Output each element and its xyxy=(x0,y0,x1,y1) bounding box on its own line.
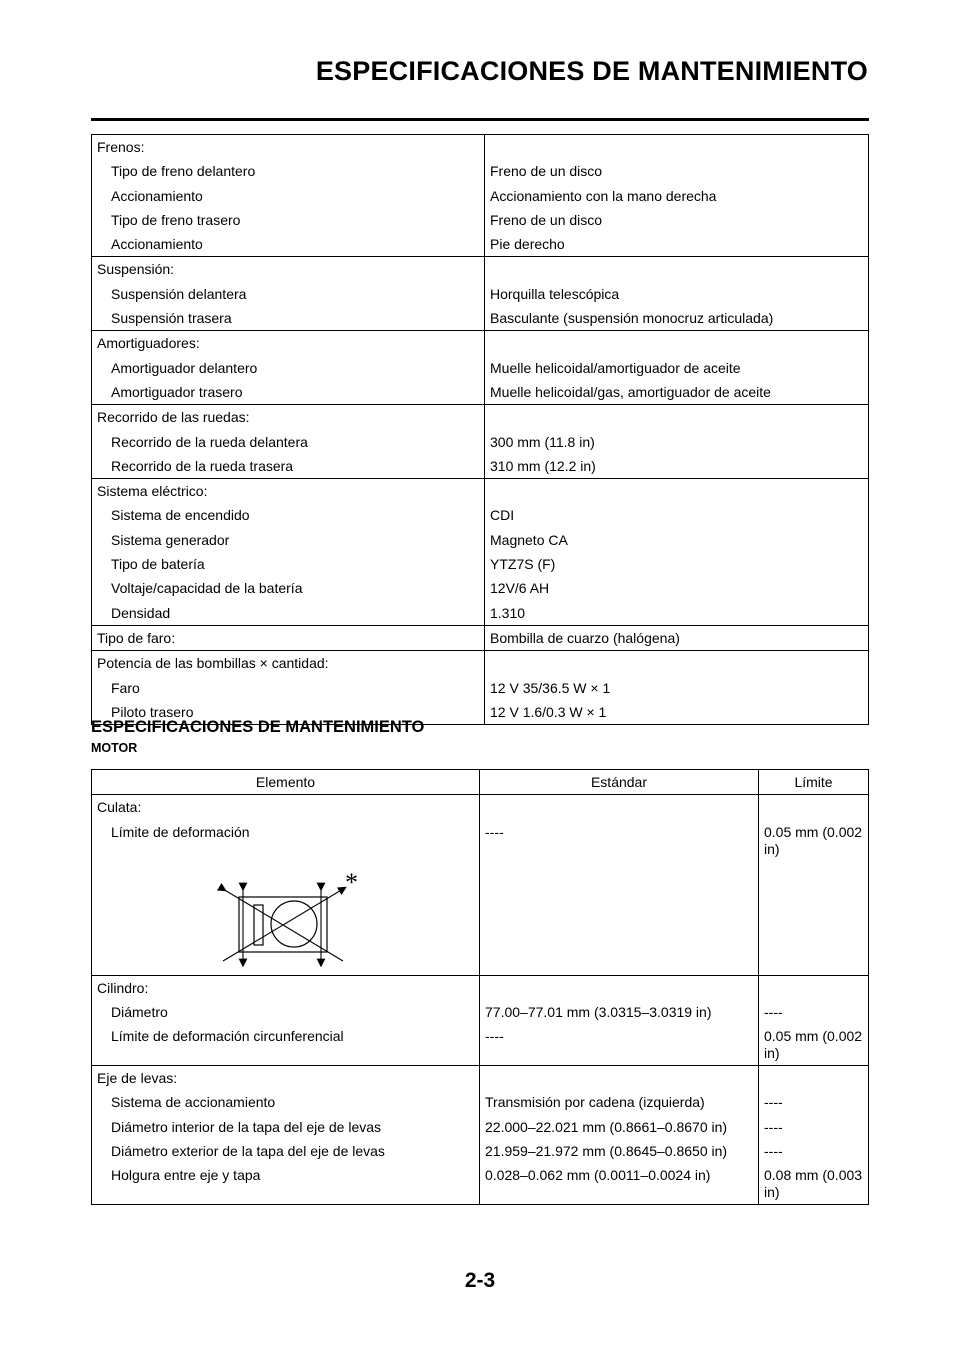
table-row xyxy=(92,257,869,331)
table-row xyxy=(92,795,869,975)
row-limit: 0.05 mm (0.002 in) xyxy=(764,823,863,857)
row-label: Densidad xyxy=(111,604,171,621)
table-row xyxy=(92,651,869,725)
culata-standard xyxy=(480,795,759,975)
cylinder-head-warpage-diagram xyxy=(215,869,365,967)
row-label: Recorrido de la rueda delantera xyxy=(111,433,308,450)
row-value: 12V/6 AH xyxy=(490,580,550,597)
table-row xyxy=(92,405,869,479)
row-value: Freno de un disco xyxy=(490,163,603,180)
row-limit: ---- xyxy=(764,1003,783,1020)
row-label: Holgura entre eje y tapa xyxy=(111,1167,261,1184)
row-value: 310 mm (12.2 in) xyxy=(490,457,596,474)
row-standard: 77.00–77.01 mm (3.0315–3.0319 in) xyxy=(485,1003,712,1020)
row-value: Magneto CA xyxy=(490,531,568,548)
row-standard: 0.028–0.062 mm (0.0011–0.0024 in) xyxy=(485,1167,711,1184)
eje-labels xyxy=(92,1066,480,1205)
eje-standard xyxy=(480,1066,759,1205)
group-label: Tipo de faro: xyxy=(97,629,176,646)
row-standard: 21.959–21.972 mm (0.8645–0.8650 in) xyxy=(485,1143,728,1160)
row-value: Basculante (suspensión monocruz articulada) xyxy=(490,310,774,327)
row-label: Límite de deformación circunferencial xyxy=(111,1028,344,1045)
row-value: Bombilla de cuarzo (halógena) xyxy=(490,629,680,646)
row-label: Diámetro exterior de la tapa del eje de levas xyxy=(111,1143,385,1160)
group-label: Amortiguadores: xyxy=(97,335,200,352)
table-row xyxy=(92,135,869,257)
table-header-row xyxy=(92,770,869,795)
group-label: Recorrido de las ruedas: xyxy=(97,409,250,426)
table-row xyxy=(92,975,869,1066)
row-value: CDI xyxy=(490,507,515,524)
row-value: Accionamiento con la mano derecha xyxy=(490,187,717,204)
header-item: Elemento xyxy=(92,770,480,795)
row-label: Suspensión delantera xyxy=(111,285,247,302)
recorrido-labels xyxy=(92,405,485,479)
row-label: Accionamiento xyxy=(111,187,203,204)
group-label: Cilindro: xyxy=(97,979,149,996)
row-label: Tipo de freno delantero xyxy=(111,163,256,180)
group-label: Eje de levas: xyxy=(97,1070,178,1087)
row-label: Accionamiento xyxy=(111,236,203,253)
group-label: Culata: xyxy=(97,799,142,816)
table-row xyxy=(92,625,869,650)
row-label: Amortiguador delantero xyxy=(111,359,258,376)
row-limit: ---- xyxy=(764,1143,783,1160)
row-value: Horquilla telescópica xyxy=(490,285,620,302)
group-label: Frenos: xyxy=(97,139,145,155)
row-limit: 0.08 mm (0.003 in) xyxy=(764,1167,863,1201)
row-label: Tipo de batería xyxy=(111,556,205,573)
row-label: Faro xyxy=(111,679,140,696)
row-limit: 0.05 mm (0.002 in) xyxy=(764,1028,863,1062)
row-standard: ---- xyxy=(485,823,504,840)
table-row xyxy=(92,479,869,626)
row-label: Límite de deformación xyxy=(111,823,250,840)
row-value: YTZ7S (F) xyxy=(490,556,556,573)
table-row xyxy=(92,331,869,405)
row-limit: ---- xyxy=(764,1118,783,1135)
cilindro-labels xyxy=(92,975,480,1066)
frenos-values xyxy=(485,135,869,257)
suspension-labels xyxy=(92,257,485,331)
group-label: Suspensión: xyxy=(97,261,175,278)
section-heading: ESPECIFICACIONES DE MANTENIMIENTO xyxy=(91,718,425,736)
row-label: Diámetro xyxy=(111,1003,168,1020)
row-label: Sistema de accionamiento xyxy=(111,1094,276,1111)
suspension-values xyxy=(485,257,869,331)
eje-limit xyxy=(759,1066,869,1205)
row-value: 12 V 35/36.5 W × 1 xyxy=(490,679,611,696)
row-label: Sistema de encendido xyxy=(111,507,250,524)
group-label: Sistema eléctrico: xyxy=(97,483,208,500)
row-value: 12 V 1.6/0.3 W × 1 xyxy=(490,703,607,720)
diagram-asterisk: * xyxy=(345,868,358,897)
row-value: Freno de un disco xyxy=(490,211,603,228)
row-label: Tipo de freno trasero xyxy=(111,211,241,228)
faro-value xyxy=(485,625,869,650)
title-rule xyxy=(91,118,869,121)
row-limit: ---- xyxy=(764,1094,783,1111)
header-limit: Límite xyxy=(759,770,869,795)
electrico-values xyxy=(485,479,869,626)
cilindro-standard xyxy=(480,975,759,1066)
recorrido-values xyxy=(485,405,869,479)
row-value: Muelle helicoidal/amortiguador de aceite xyxy=(490,359,741,376)
header-standard: Estándar xyxy=(480,770,759,795)
amortiguadores-values xyxy=(485,331,869,405)
frenos-labels xyxy=(92,135,485,257)
page-title: ESPECIFICACIONES DE MANTENIMIENTO xyxy=(315,56,868,86)
row-label: Amortiguador trasero xyxy=(111,383,243,400)
row-standard: Transmisión por cadena (izquierda) xyxy=(485,1094,705,1111)
table-row xyxy=(92,1066,869,1205)
specifications-table xyxy=(91,134,869,725)
culata-labels xyxy=(92,795,480,975)
motor-table xyxy=(91,769,869,1205)
faro-label xyxy=(92,625,485,650)
potencia-values xyxy=(485,651,869,725)
cilindro-limit xyxy=(759,975,869,1066)
row-standard: ---- xyxy=(485,1028,504,1045)
row-label: Piloto trasero xyxy=(111,703,194,720)
group-label: Potencia de las bombillas × cantidad: xyxy=(97,655,329,672)
page-number: 2-3 xyxy=(464,1269,496,1292)
amortiguadores-labels xyxy=(92,331,485,405)
row-value: 1.310 xyxy=(490,604,526,621)
row-label: Suspensión trasera xyxy=(111,310,232,327)
row-value: 300 mm (11.8 in) xyxy=(490,433,595,450)
culata-limit xyxy=(759,795,869,975)
row-label: Recorrido de la rueda trasera xyxy=(111,457,294,474)
row-value: Muelle helicoidal/gas, amortiguador de aceite xyxy=(490,383,771,400)
row-label: Diámetro interior de la tapa del eje de levas xyxy=(111,1118,382,1135)
row-standard: 22.000–22.021 mm (0.8661–0.8670 in) xyxy=(485,1118,728,1135)
row-label: Voltaje/capacidad de la batería xyxy=(111,580,303,597)
row-value: Pie derecho xyxy=(490,236,565,253)
section-subheading: MOTOR xyxy=(91,741,138,755)
potencia-labels xyxy=(92,651,485,725)
electrico-labels xyxy=(92,479,485,626)
row-label: Sistema generador xyxy=(111,531,230,548)
